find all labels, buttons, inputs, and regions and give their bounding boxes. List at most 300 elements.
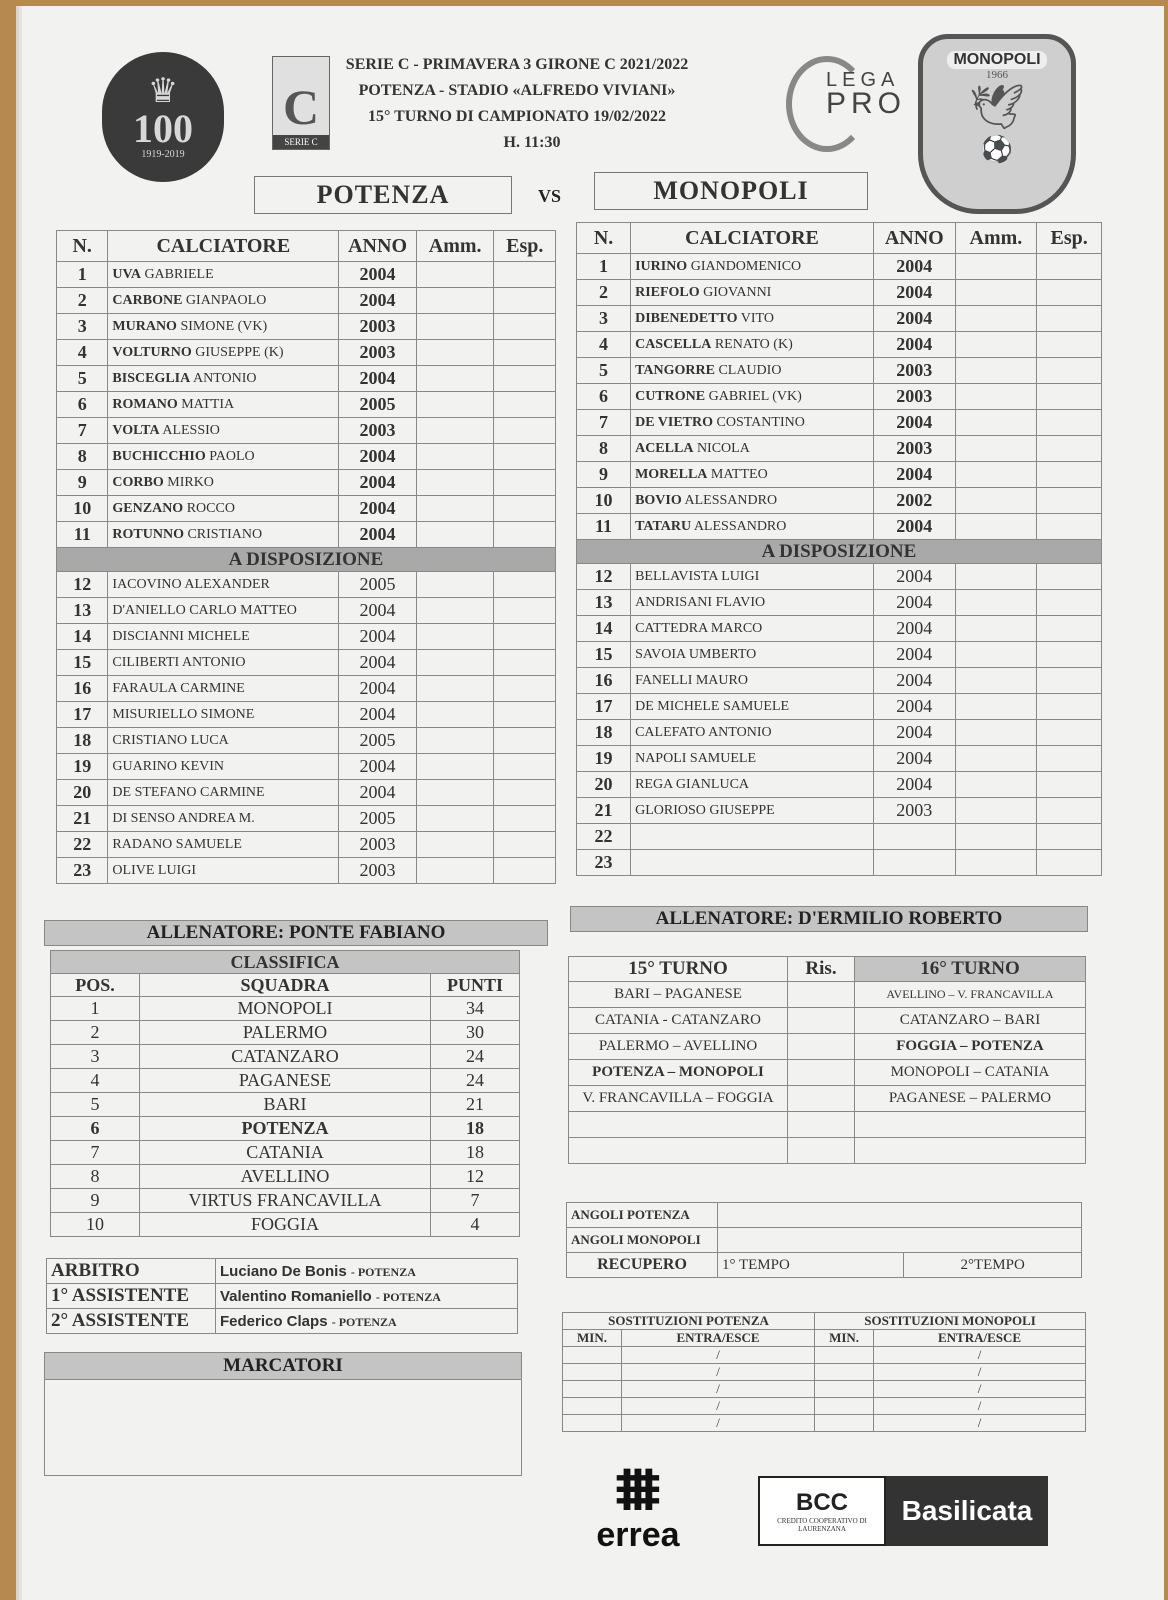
- match-sheet: [22, 6, 1164, 1600]
- round-16-match: MONOPOLI – CATANIA: [855, 1060, 1086, 1086]
- booking-cell[interactable]: [416, 754, 494, 780]
- player-row: [577, 410, 1102, 436]
- standings-title: CLASSIFICA: [51, 951, 520, 974]
- player-name: DE MICHELE SAMUELE: [631, 694, 874, 720]
- player-row: [57, 702, 556, 728]
- col-round-15: 15° TURNO: [569, 957, 788, 982]
- expulsion-cell[interactable]: [494, 288, 556, 314]
- standing-team: POTENZA: [140, 1117, 431, 1141]
- player-year: 2004: [873, 410, 955, 436]
- player-year: 2004: [873, 694, 955, 720]
- subs-away-min-cell[interactable]: [815, 1415, 874, 1432]
- player-name: [108, 262, 339, 288]
- player-row: [577, 772, 1102, 798]
- player-row: [577, 462, 1102, 488]
- col-esp: Esp.: [1037, 223, 1102, 254]
- subs-away-min-cell[interactable]: [815, 1381, 874, 1398]
- player-row: [57, 522, 556, 548]
- expulsion-cell[interactable]: [1037, 358, 1102, 384]
- col-n: N.: [577, 223, 631, 254]
- bcc-text: BCC: [796, 1489, 848, 1516]
- booking-cell[interactable]: [955, 590, 1037, 616]
- expulsion-cell[interactable]: [494, 262, 556, 288]
- round-15-match: PALERMO – AVELLINO: [569, 1034, 788, 1060]
- standings-row: [51, 1045, 520, 1069]
- player-firstname: GIOVANNI: [703, 285, 772, 300]
- player-name: OLIVE LUIGI: [108, 858, 339, 884]
- player-number: 21: [57, 806, 108, 832]
- player-name: [108, 496, 339, 522]
- expulsion-cell[interactable]: [1037, 798, 1102, 824]
- round-15-match: BARI – PAGANESE: [569, 982, 788, 1008]
- player-surname: MORELLA: [635, 467, 708, 482]
- col-player: CALCIATORE: [108, 231, 339, 262]
- expulsion-cell[interactable]: [494, 858, 556, 884]
- booking-cell[interactable]: [416, 832, 494, 858]
- player-number: 4: [577, 332, 631, 358]
- seagull-icon: 🕊: [969, 83, 1025, 132]
- subs-away-inout-cell[interactable]: /: [874, 1381, 1086, 1398]
- subs-home-inout-cell[interactable]: /: [622, 1364, 815, 1381]
- expulsion-cell[interactable]: [1037, 564, 1102, 590]
- booking-cell[interactable]: [955, 514, 1037, 540]
- player-name: [108, 418, 339, 444]
- player-year: 2004: [873, 254, 955, 280]
- player-number: 12: [57, 572, 108, 598]
- player-firstname: ALESSANDRO: [693, 519, 787, 534]
- player-number: 11: [577, 514, 631, 540]
- expulsion-cell[interactable]: [1037, 824, 1102, 850]
- soccer-ball-icon: ⚽: [980, 135, 1014, 164]
- booking-cell[interactable]: [416, 572, 494, 598]
- expulsion-cell[interactable]: [494, 624, 556, 650]
- expulsion-cell[interactable]: [1037, 384, 1102, 410]
- player-number: 3: [577, 306, 631, 332]
- booking-cell[interactable]: [416, 702, 494, 728]
- expulsion-cell[interactable]: [494, 444, 556, 470]
- expulsion-cell[interactable]: [494, 572, 556, 598]
- player-row: [57, 366, 556, 392]
- player-year: 2004: [339, 444, 417, 470]
- expulsion-cell[interactable]: [1037, 746, 1102, 772]
- expulsion-cell[interactable]: [494, 470, 556, 496]
- subs-home-inout-cell[interactable]: /: [622, 1398, 815, 1415]
- booking-cell[interactable]: [416, 598, 494, 624]
- player-name: [631, 462, 874, 488]
- booking-cell[interactable]: [955, 694, 1037, 720]
- expulsion-cell[interactable]: [1037, 410, 1102, 436]
- official-row: [47, 1284, 518, 1309]
- player-number: 15: [577, 642, 631, 668]
- player-name: SAVOIA UMBERTO: [631, 642, 874, 668]
- player-row: [577, 590, 1102, 616]
- expulsion-cell[interactable]: [494, 340, 556, 366]
- player-row: [57, 780, 556, 806]
- player-year: 2003: [339, 418, 417, 444]
- result-cell[interactable]: [788, 1138, 855, 1164]
- subs-away-min-cell[interactable]: [815, 1347, 874, 1364]
- player-name: CALEFATO ANTONIO: [631, 720, 874, 746]
- result-cell[interactable]: [788, 1112, 855, 1138]
- expulsion-cell[interactable]: [1037, 772, 1102, 798]
- expulsion-cell[interactable]: [494, 780, 556, 806]
- player-row: [577, 694, 1102, 720]
- player-surname: ACELLA: [635, 441, 694, 456]
- booking-cell[interactable]: [955, 746, 1037, 772]
- standings-row: [51, 1165, 520, 1189]
- player-firstname: MATTEO: [710, 467, 768, 482]
- player-number: 12: [577, 564, 631, 590]
- player-name: IACOVINO ALEXANDER: [108, 572, 339, 598]
- player-number: 20: [57, 780, 108, 806]
- vs-label: VS: [538, 186, 562, 206]
- result-cell[interactable]: [788, 982, 855, 1008]
- player-name: [631, 824, 874, 850]
- player-name: BELLAVISTA LUIGI: [631, 564, 874, 590]
- subs-home-min-cell[interactable]: [563, 1364, 622, 1381]
- player-firstname: GABRIEL (VK): [708, 389, 802, 404]
- booking-cell[interactable]: [955, 436, 1037, 462]
- subs-home-inout-cell[interactable]: /: [622, 1347, 815, 1364]
- player-name: [631, 384, 874, 410]
- player-firstname: MATTIA: [181, 397, 235, 412]
- booking-cell[interactable]: [416, 650, 494, 676]
- expulsion-cell[interactable]: [1037, 694, 1102, 720]
- player-year: 2003: [873, 358, 955, 384]
- expulsion-cell[interactable]: [1037, 514, 1102, 540]
- player-firstname: GIANPAOLO: [185, 293, 267, 308]
- booking-cell[interactable]: [955, 462, 1037, 488]
- round-15-match: V. FRANCAVILLA – FOGGIA: [569, 1086, 788, 1112]
- standing-position: 4: [51, 1069, 140, 1093]
- official-role: ARBITRO: [47, 1259, 216, 1284]
- col-n: N.: [57, 231, 108, 262]
- standing-points: 24: [431, 1069, 520, 1093]
- expulsion-cell[interactable]: [494, 754, 556, 780]
- player-number: 20: [577, 772, 631, 798]
- player-row: [57, 598, 556, 624]
- expulsion-cell[interactable]: [494, 366, 556, 392]
- player-year: 2004: [873, 462, 955, 488]
- booking-cell[interactable]: [955, 410, 1037, 436]
- subs-away-min-cell[interactable]: [815, 1398, 874, 1415]
- expulsion-cell[interactable]: [1037, 462, 1102, 488]
- player-surname: CARBONE: [112, 293, 183, 308]
- player-name: [108, 366, 339, 392]
- crest-lion-icon: ♛: [147, 72, 179, 110]
- expulsion-cell[interactable]: [494, 314, 556, 340]
- expulsion-cell[interactable]: [494, 418, 556, 444]
- player-year: 2004: [339, 676, 417, 702]
- subs-away-min-cell[interactable]: [815, 1364, 874, 1381]
- booking-cell[interactable]: [416, 624, 494, 650]
- player-surname: GENZANO: [112, 501, 184, 516]
- result-cell[interactable]: [788, 1086, 855, 1112]
- player-surname: DE VIETRO: [635, 415, 714, 430]
- player-row: [57, 806, 556, 832]
- standing-points: 30: [431, 1021, 520, 1045]
- expulsion-cell[interactable]: [1037, 850, 1102, 876]
- result-cell[interactable]: [788, 1008, 855, 1034]
- expulsion-cell[interactable]: [1037, 280, 1102, 306]
- player-number: 14: [57, 624, 108, 650]
- header-competition: SERIE C - PRIMAVERA 3 GIRONE C 2021/2022: [345, 56, 689, 73]
- player-name: DI SENSO ANDREA M.: [108, 806, 339, 832]
- round-row: [569, 1008, 1086, 1034]
- expulsion-cell[interactable]: [494, 702, 556, 728]
- player-year: 2004: [339, 470, 417, 496]
- booking-cell[interactable]: [955, 824, 1037, 850]
- booking-cell[interactable]: [416, 728, 494, 754]
- player-year: 2004: [873, 332, 955, 358]
- col-year: ANNO: [339, 231, 417, 262]
- booking-cell[interactable]: [416, 392, 494, 418]
- result-cell[interactable]: [788, 1060, 855, 1086]
- player-number: 13: [57, 598, 108, 624]
- player-row: [577, 564, 1102, 590]
- booking-cell[interactable]: [955, 798, 1037, 824]
- standing-team: VIRTUS FRANCAVILLA: [140, 1189, 431, 1213]
- player-number: 10: [577, 488, 631, 514]
- second-half-label: 2°TEMPO: [904, 1253, 1082, 1278]
- player-row: [577, 850, 1102, 876]
- player-row: [577, 280, 1102, 306]
- official-name: Luciano De Bonis: [220, 1262, 347, 1280]
- corners-away-value[interactable]: [718, 1228, 1082, 1253]
- col-amm: Amm.: [955, 223, 1037, 254]
- booking-cell[interactable]: [416, 314, 494, 340]
- player-firstname: ALESSANDRO: [684, 493, 778, 508]
- booking-cell[interactable]: [416, 522, 494, 548]
- booking-cell[interactable]: [955, 772, 1037, 798]
- player-number: 14: [577, 616, 631, 642]
- player-number: 21: [577, 798, 631, 824]
- booking-cell[interactable]: [416, 780, 494, 806]
- expulsion-cell[interactable]: [1037, 306, 1102, 332]
- booking-cell[interactable]: [955, 488, 1037, 514]
- player-year: 2004: [339, 702, 417, 728]
- player-number: 1: [57, 262, 108, 288]
- expulsion-cell[interactable]: [1037, 668, 1102, 694]
- expulsion-cell[interactable]: [494, 676, 556, 702]
- player-row: [57, 858, 556, 884]
- expulsion-cell[interactable]: [1037, 720, 1102, 746]
- booking-cell[interactable]: [955, 668, 1037, 694]
- player-number: 16: [57, 676, 108, 702]
- player-name: GUARINO KEVIN: [108, 754, 339, 780]
- expulsion-cell[interactable]: [1037, 254, 1102, 280]
- standings-row: [51, 1069, 520, 1093]
- subs-away-inout-cell[interactable]: /: [874, 1398, 1086, 1415]
- expulsion-cell[interactable]: [1037, 436, 1102, 462]
- player-surname: ROTUNNO: [112, 527, 184, 542]
- booking-cell[interactable]: [416, 806, 494, 832]
- round-row: [569, 982, 1086, 1008]
- expulsion-cell[interactable]: [494, 832, 556, 858]
- standing-points: 21: [431, 1093, 520, 1117]
- round-15-match: [569, 1138, 788, 1164]
- subs-away-inout: ENTRA/ESCE: [874, 1330, 1086, 1347]
- substitution-row: [563, 1381, 1086, 1398]
- booking-cell[interactable]: [416, 444, 494, 470]
- booking-cell[interactable]: [416, 470, 494, 496]
- round-row: [569, 1112, 1086, 1138]
- player-firstname: GABRIELE: [144, 267, 214, 282]
- subs-away-title: SOSTITUZIONI MONOPOLI: [815, 1313, 1086, 1330]
- header-venue: POTENZA - STADIO «ALFREDO VIVIANI»: [358, 82, 676, 99]
- expulsion-cell[interactable]: [494, 650, 556, 676]
- player-number: 22: [57, 832, 108, 858]
- subs-home-inout-cell[interactable]: /: [622, 1415, 815, 1432]
- player-surname: UVA: [112, 267, 141, 282]
- subs-away-inout-cell[interactable]: /: [874, 1347, 1086, 1364]
- player-year: 2004: [873, 746, 955, 772]
- booking-cell[interactable]: [955, 280, 1037, 306]
- expulsion-cell[interactable]: [494, 392, 556, 418]
- booking-cell[interactable]: [955, 254, 1037, 280]
- standing-team: PALERMO: [140, 1021, 431, 1045]
- subs-home-inout-cell[interactable]: /: [622, 1381, 815, 1398]
- booking-cell[interactable]: [955, 642, 1037, 668]
- booking-cell[interactable]: [416, 858, 494, 884]
- official-role: 1° ASSISTENTE: [47, 1284, 216, 1309]
- monopoli-logo-text: MONOPOLI: [947, 51, 1046, 69]
- expulsion-cell[interactable]: [1037, 616, 1102, 642]
- player-name: FANELLI MAURO: [631, 668, 874, 694]
- player-year: [873, 850, 955, 876]
- round-16-match: [855, 1112, 1086, 1138]
- player-name: [631, 436, 874, 462]
- player-name: [631, 254, 874, 280]
- booking-cell[interactable]: [416, 340, 494, 366]
- standings-row: [51, 1117, 520, 1141]
- standings-row: [51, 1021, 520, 1045]
- standing-position: 2: [51, 1021, 140, 1045]
- player-row: [57, 728, 556, 754]
- player-number: 3: [57, 314, 108, 340]
- player-number: 1: [577, 254, 631, 280]
- booking-cell[interactable]: [416, 676, 494, 702]
- standing-position: 9: [51, 1189, 140, 1213]
- player-name: CRISTIANO LUCA: [108, 728, 339, 754]
- expulsion-cell[interactable]: [1037, 488, 1102, 514]
- player-firstname: GIANDOMENICO: [690, 259, 802, 274]
- expulsion-cell[interactable]: [494, 522, 556, 548]
- round-15-match: CATANIA - CATANZARO: [569, 1008, 788, 1034]
- header-time: H. 11:30: [503, 134, 561, 151]
- booking-cell[interactable]: [955, 306, 1037, 332]
- subs-away-inout-cell[interactable]: /: [874, 1364, 1086, 1381]
- player-row: [577, 514, 1102, 540]
- subs-home-min-cell[interactable]: [563, 1415, 622, 1432]
- player-number: 13: [577, 590, 631, 616]
- subs-home-min-cell[interactable]: [563, 1398, 622, 1415]
- player-row: [57, 676, 556, 702]
- subs-home-min: MIN.: [563, 1330, 622, 1347]
- standing-position: 5: [51, 1093, 140, 1117]
- player-year: 2004: [339, 496, 417, 522]
- player-number: 23: [577, 850, 631, 876]
- subs-away-inout-cell[interactable]: /: [874, 1415, 1086, 1432]
- bcc-basilicata-logo: [758, 1476, 1048, 1546]
- official-name-cell: [216, 1284, 518, 1309]
- expulsion-cell[interactable]: [494, 806, 556, 832]
- player-year: 2004: [339, 650, 417, 676]
- player-row: [577, 384, 1102, 410]
- result-cell[interactable]: [788, 1034, 855, 1060]
- bench-divider: [577, 540, 1102, 564]
- standing-points: 34: [431, 997, 520, 1021]
- booking-cell[interactable]: [416, 262, 494, 288]
- expulsion-cell[interactable]: [1037, 590, 1102, 616]
- booking-cell[interactable]: [955, 332, 1037, 358]
- player-firstname: ANTONIO: [192, 371, 257, 386]
- booking-cell[interactable]: [955, 564, 1037, 590]
- player-firstname: GIUSEPPE (K): [195, 345, 284, 360]
- booking-cell[interactable]: [955, 358, 1037, 384]
- official-name-cell: [216, 1309, 518, 1334]
- serie-c-mark-icon: C: [282, 79, 320, 135]
- player-row: [577, 642, 1102, 668]
- booking-cell[interactable]: [955, 720, 1037, 746]
- expulsion-cell[interactable]: [494, 728, 556, 754]
- player-name: FARAULA CARMINE: [108, 676, 339, 702]
- player-row: [57, 572, 556, 598]
- player-surname: BOVIO: [635, 493, 682, 508]
- player-number: 7: [57, 418, 108, 444]
- player-row: [57, 314, 556, 340]
- standing-position: 1: [51, 997, 140, 1021]
- player-year: 2005: [339, 392, 417, 418]
- subs-home-min-cell[interactable]: [563, 1381, 622, 1398]
- player-firstname: VITO: [740, 311, 774, 326]
- booking-cell[interactable]: [955, 384, 1037, 410]
- standing-points: 7: [431, 1189, 520, 1213]
- expulsion-cell[interactable]: [1037, 642, 1102, 668]
- player-firstname: CLAUDIO: [718, 363, 782, 378]
- match-header: [322, 52, 712, 156]
- round-row: [569, 1138, 1086, 1164]
- official-row: [47, 1259, 518, 1284]
- player-name: [108, 470, 339, 496]
- expulsion-cell[interactable]: [494, 496, 556, 522]
- booking-cell[interactable]: [955, 616, 1037, 642]
- official-name: Federico Claps: [220, 1312, 328, 1330]
- player-name: [108, 288, 339, 314]
- corners-home-value[interactable]: [718, 1203, 1082, 1228]
- booking-cell[interactable]: [416, 496, 494, 522]
- player-year: 2004: [339, 262, 417, 288]
- player-name: [631, 850, 874, 876]
- booking-cell[interactable]: [416, 366, 494, 392]
- lega-pro-logo: [782, 50, 907, 146]
- expulsion-cell[interactable]: [494, 598, 556, 624]
- standings-row: [51, 1141, 520, 1165]
- standing-team: AVELLINO: [140, 1165, 431, 1189]
- booking-cell[interactable]: [416, 418, 494, 444]
- standing-team: CATANZARO: [140, 1045, 431, 1069]
- booking-cell[interactable]: [416, 288, 494, 314]
- subs-home-min-cell[interactable]: [563, 1347, 622, 1364]
- home-coach: ALLENATORE: PONTE FABIANO: [44, 920, 548, 946]
- standings-row: [51, 997, 520, 1021]
- player-name: [631, 280, 874, 306]
- expulsion-cell[interactable]: [1037, 332, 1102, 358]
- player-row: [577, 488, 1102, 514]
- player-number: 11: [57, 522, 108, 548]
- booking-cell[interactable]: [955, 850, 1037, 876]
- player-year: 2004: [873, 514, 955, 540]
